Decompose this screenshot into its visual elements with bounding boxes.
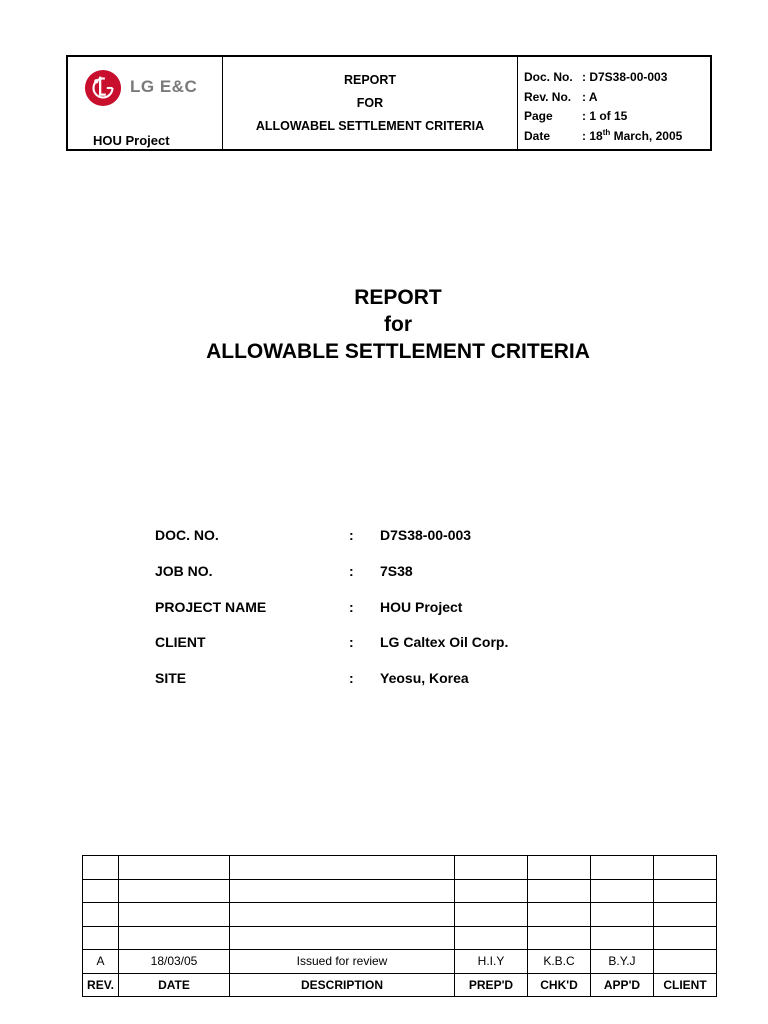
header-title-line: REPORT	[343, 72, 397, 87]
date-suffix: th	[602, 127, 611, 137]
page-value: : 1 of 15	[582, 109, 628, 123]
table-cell	[230, 879, 455, 903]
doc-no-label: Doc. No.	[524, 70, 573, 84]
detail-colon: :	[349, 634, 354, 651]
date-rest: March, 2005	[610, 128, 683, 143]
header-logo-cell	[68, 57, 223, 149]
col-header: APP'D	[591, 973, 654, 997]
header-doc-info	[518, 57, 710, 149]
doc-no-value: : D7S38-00-003	[582, 70, 668, 84]
lg-logo-icon	[84, 69, 122, 107]
table-row	[83, 903, 717, 927]
table-cell	[83, 926, 119, 950]
table-cell	[119, 903, 230, 927]
rev-no-row	[524, 88, 710, 108]
table-cell	[528, 879, 591, 903]
table-cell	[230, 856, 455, 880]
table-cell	[654, 879, 717, 903]
header-title-line: ALLOWABEL SETTLEMENT CRITERIA	[255, 118, 485, 133]
table-cell: B.Y.J	[591, 950, 654, 974]
report-title-line-3: ALLOWABLE SETTLEMENT CRITERIA	[206, 340, 590, 363]
table-cell	[654, 856, 717, 880]
table-cell: K.B.C	[528, 950, 591, 974]
table-cell	[654, 926, 717, 950]
col-header: REV.	[83, 973, 119, 997]
table-cell	[119, 856, 230, 880]
logo-text: LG E&C	[130, 77, 198, 96]
report-title-line-1: REPORT	[354, 286, 442, 309]
header-title-line: FOR	[356, 95, 384, 110]
document-header	[66, 55, 712, 151]
page-row	[524, 107, 710, 127]
detail-label: CLIENT	[155, 634, 206, 651]
table-cell	[591, 879, 654, 903]
table-cell	[119, 926, 230, 950]
detail-colon: :	[349, 562, 354, 579]
rev-no-label: Rev. No.	[524, 89, 572, 104]
table-row	[83, 856, 717, 880]
table-cell	[230, 926, 455, 950]
detail-label: DOC. NO.	[155, 527, 219, 543]
table-cell	[83, 903, 119, 927]
col-header: CLIENT	[654, 973, 717, 997]
table-cell: 18/03/05	[119, 950, 230, 974]
table-row	[83, 879, 717, 903]
rev-no-value: : A	[582, 89, 598, 104]
table-cell	[455, 926, 528, 950]
table-cell: H.I.Y	[455, 950, 528, 974]
date-prefix: : 18	[582, 128, 603, 143]
date-label: Date	[524, 128, 551, 143]
table-cell: Issued for review	[230, 950, 455, 974]
revision-table	[82, 855, 717, 997]
table-cell	[83, 879, 119, 903]
col-header: PREP'D	[455, 973, 528, 997]
table-row	[83, 950, 717, 974]
doc-no-row	[524, 68, 710, 88]
table-cell	[83, 856, 119, 880]
header-title	[223, 57, 518, 149]
date-row	[524, 127, 710, 147]
detail-colon: :	[349, 670, 354, 687]
table-cell	[591, 926, 654, 950]
detail-value: Yeosu, Korea	[380, 670, 469, 687]
table-cell	[591, 856, 654, 880]
report-title-line-2: for	[384, 313, 412, 336]
detail-value: HOU Project	[380, 598, 463, 615]
table-cell	[528, 903, 591, 927]
table-cell	[119, 879, 230, 903]
detail-colon: :	[349, 527, 354, 543]
revision-table-header	[83, 973, 717, 997]
col-header: DESCRIPTION	[230, 973, 455, 997]
table-cell	[654, 903, 717, 927]
detail-value: LG Caltex Oil Corp.	[380, 634, 509, 651]
revision-table-body	[83, 856, 717, 974]
table-cell	[528, 856, 591, 880]
detail-label: JOB NO.	[155, 562, 213, 579]
table-cell	[591, 903, 654, 927]
col-header: CHK'D	[528, 973, 591, 997]
header-project: HOU Project	[93, 133, 170, 148]
detail-label: SITE	[155, 670, 187, 687]
report-title	[0, 284, 768, 365]
table-cell	[528, 926, 591, 950]
detail-label: PROJECT NAME	[155, 598, 267, 615]
page-label: Page	[524, 109, 553, 123]
detail-value: D7S38-00-003	[380, 527, 472, 543]
detail-colon: :	[349, 598, 354, 615]
table-cell: A	[83, 950, 119, 974]
table-cell	[455, 879, 528, 903]
date-value	[582, 127, 682, 147]
table-row	[83, 926, 717, 950]
table-cell	[654, 950, 717, 974]
table-cell	[230, 903, 455, 927]
detail-value: 7S38	[380, 562, 413, 579]
table-cell	[455, 856, 528, 880]
col-header: DATE	[119, 973, 230, 997]
table-cell	[455, 903, 528, 927]
